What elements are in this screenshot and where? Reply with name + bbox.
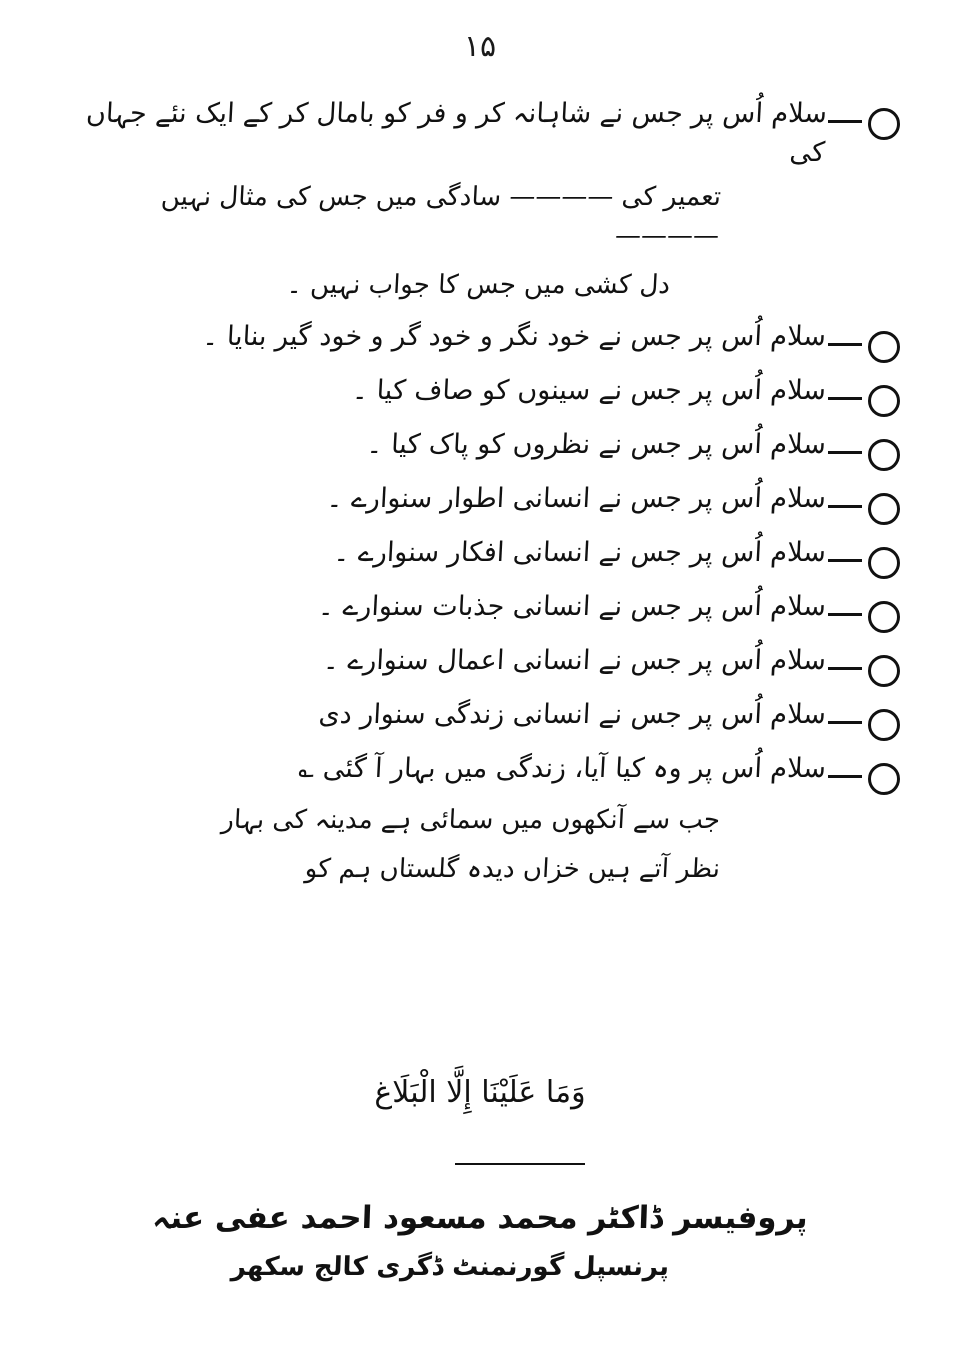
circle-bullet-icon bbox=[868, 763, 900, 795]
dash-icon bbox=[828, 667, 862, 670]
dash-icon bbox=[828, 559, 862, 562]
verse-continuation-line: دل کشی میں جس کا جواب نہیں ۔ bbox=[286, 270, 671, 301]
verse-line: سلام اُس پر وہ کیا آیا، زندگی میں بہار آ گئی ؎ bbox=[297, 753, 827, 785]
verse-line: سلام اُس پر جس نے انسانی اعمال سنوارے ۔ bbox=[322, 645, 827, 677]
verse-item bbox=[60, 531, 900, 579]
verse-item bbox=[60, 747, 900, 795]
page-number: ۱۵ bbox=[463, 29, 497, 64]
dash-icon bbox=[828, 120, 862, 123]
verse-item bbox=[60, 585, 900, 633]
dash-icon bbox=[828, 613, 862, 616]
verse-line: سلام اُس پر جس نے شاہانہ کر و فر کو بامال کر کے ایک نئے جہاں کی bbox=[85, 98, 828, 169]
dash-icon bbox=[828, 505, 862, 508]
verse-list bbox=[60, 92, 900, 899]
signature-block bbox=[60, 1195, 900, 1287]
dash-icon bbox=[828, 775, 862, 778]
circle-bullet-icon bbox=[868, 493, 900, 525]
verse-line: سلام اُس پر جس نے نظروں کو پاک کیا ۔ bbox=[365, 429, 827, 461]
verse-item bbox=[60, 92, 900, 172]
couplet-line: نظر آتے ہیں خزاں دیدہ گلستاں ہم کو bbox=[304, 854, 721, 885]
verse-line: سلام اُس پر جس نے انسانی اطوار سنوارے ۔ bbox=[325, 483, 827, 515]
verse-line: سلام اُس پر جس نے انسانی زندگی سنوار دی bbox=[317, 699, 827, 731]
verse-line: سلام اُس پر جس نے خود نگر و خود گر و خود گیر بنایا ۔ bbox=[201, 321, 827, 353]
circle-bullet-icon bbox=[868, 709, 900, 741]
verse-item bbox=[60, 423, 900, 471]
verse-item bbox=[60, 315, 900, 363]
closing-phrase: وَمَا عَلَيْنَا إِلَّا الْبَلَاغ bbox=[374, 1075, 586, 1110]
circle-bullet-icon bbox=[868, 547, 900, 579]
circle-bullet-icon bbox=[868, 439, 900, 471]
verse-item bbox=[60, 477, 900, 525]
dash-icon bbox=[828, 721, 862, 724]
verse-item bbox=[60, 693, 900, 741]
circle-bullet-icon bbox=[868, 331, 900, 363]
verse-item bbox=[60, 369, 900, 417]
verse-line: سلام اُس پر جس نے انسانی افکار سنوارے ۔ bbox=[332, 537, 827, 569]
circle-bullet-icon bbox=[868, 385, 900, 417]
verse-line: سلام اُس پر جس نے انسانی جذبات سنوارے ۔ bbox=[317, 591, 827, 623]
dash-icon bbox=[828, 397, 862, 400]
verse-continuation-line: تعمیر کی ———— سادگی میں جس کی مثال نہیں ———— bbox=[160, 182, 722, 252]
circle-bullet-icon bbox=[868, 655, 900, 687]
circle-bullet-icon bbox=[868, 601, 900, 633]
circle-bullet-icon bbox=[868, 108, 900, 140]
dash-icon bbox=[828, 343, 862, 346]
author-title: پرنسپل گورنمنٹ ڈگری کالج سکھر bbox=[230, 1251, 670, 1282]
horizontal-divider bbox=[455, 1163, 585, 1165]
verse-item bbox=[60, 639, 900, 687]
dash-icon bbox=[828, 451, 862, 454]
couplet-line: جب سے آنکھوں میں سمائی ہے مدینہ کی بہار bbox=[220, 805, 721, 836]
verse-line: سلام اُس پر جس نے سینوں کو صاف کیا ۔ bbox=[351, 375, 827, 407]
author-name: پروفیسر ڈاکٹر محمد مسعود احمد عفی عنہ bbox=[151, 1200, 809, 1236]
